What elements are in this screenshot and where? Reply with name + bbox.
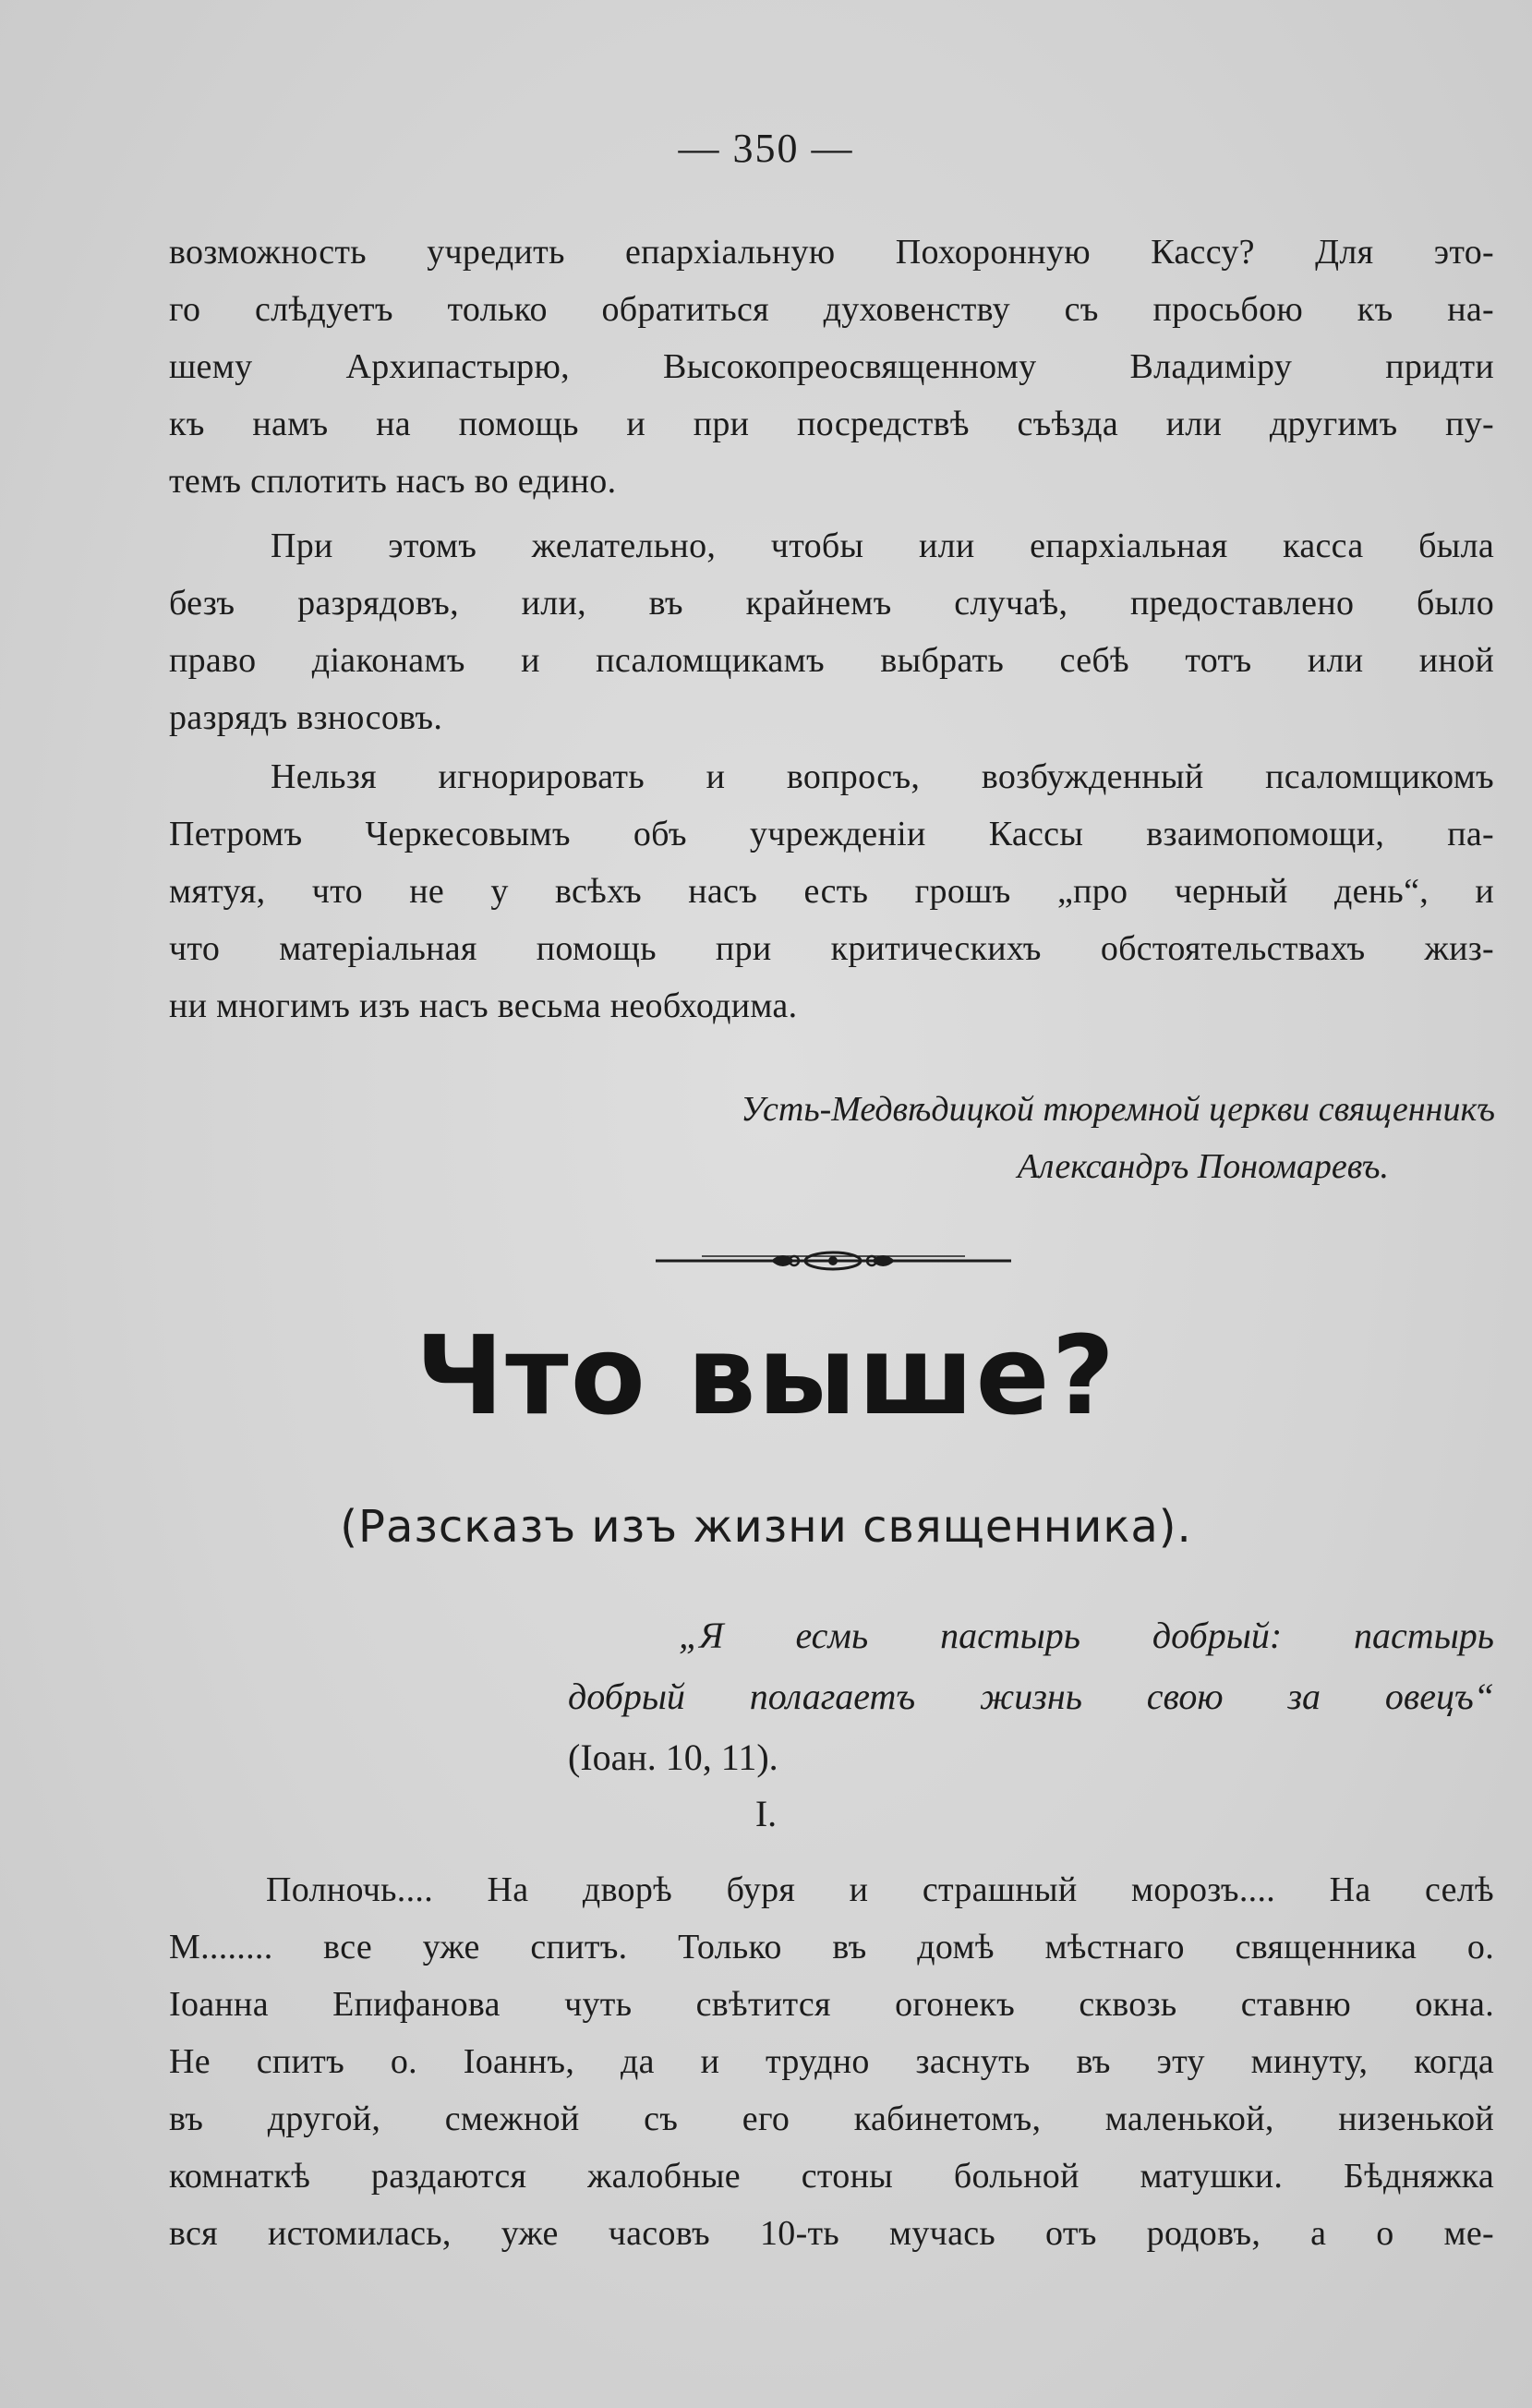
text-line: безъ разрядовъ, или, въ крайнемъ случаѣ, предоставлено было (169, 584, 1494, 623)
text-line: При этомъ желательно, чтобы или епархіальная касса была (271, 526, 1494, 565)
ornament-divider (0, 1242, 1532, 1279)
text-line: М........ все уже спитъ. Только въ домѣ мѣстнаго священника о. (169, 1928, 1494, 1966)
text-line: мятуя, что не у всѣхъ насъ есть грошъ „про черный день“, и (169, 872, 1494, 911)
paragraph-4 (169, 1861, 1494, 2262)
text-line: Не спитъ о. Іоаннъ, да и трудно заснуть въ эту минуту, когда (169, 2042, 1494, 2081)
text-line: право діаконамъ и псаломщикамъ выбрать себѣ тотъ или иной (169, 641, 1494, 680)
text-line: шему Архипастырю, Высокопреосвященному Владиміру придти (169, 347, 1494, 386)
text-line: что матеріальная помощь при критическихъ обстоятельствахъ жиз- (169, 929, 1494, 968)
epigraph-line: „Я есмь пастырь добрый: пастырь (679, 1615, 1494, 1656)
text-line: вся истомилась, уже часовъ 10-ть мучась отъ родовъ, а о ме- (169, 2214, 1494, 2253)
epigraph (568, 1605, 1494, 1788)
text-line: въ другой, смежной съ его кабинетомъ, маленькой, низенькой (169, 2099, 1494, 2138)
text-line: возможность учредить епархіальную Похоронную Кассу? Для это- (169, 233, 1494, 272)
paragraph-3 (169, 748, 1494, 1035)
paragraph-1 (169, 224, 1494, 510)
paragraph-2 (169, 517, 1494, 746)
story-title: Что выше? (415, 1312, 1117, 1439)
epigraph-line: добрый полагаетъ жизнь свою за овецъ“ (568, 1676, 1494, 1717)
text-line: го слѣдуетъ только обратиться духовенству съ просьбою къ на- (169, 290, 1494, 329)
story-subtitle: (Разсказъ изъ жизни священника). (340, 1501, 1192, 1553)
text-line: Нельзя игнорировать и вопросъ, возбужденный псаломщикомъ (271, 757, 1494, 796)
signature-line-2: Александръ Пономаревъ. (1017, 1147, 1389, 1186)
text-line: Полночь.... На дворѣ буря и страшный морозъ.... На селѣ (266, 1870, 1494, 1909)
chapter-number: I. (754, 1793, 778, 1834)
text-line: ни многимъ изъ насъ весьма необходима. (169, 986, 798, 1025)
text-line: Петромъ Черкесовымъ объ учрежденіи Кассы взаимопомощи, па- (169, 815, 1494, 853)
page-number: — 350 — (678, 126, 854, 171)
signature-line-1: Усть-Медвѣдицкой тюремной церкви священникъ (741, 1090, 1495, 1129)
text-line: къ намъ на помощь и при посредствѣ съѣзда или другимъ пу- (169, 405, 1494, 443)
epigraph-reference: (Іоан. 10, 11). (568, 1736, 778, 1778)
text-line: Іоанна Епифанова чуть свѣтится огонекъ сквозь ставню окна. (169, 1985, 1494, 2024)
text-line: разрядъ взносовъ. (169, 698, 443, 737)
text-line: комнаткѣ раздаются жалобные стоны больной матушки. Бѣдняжка (169, 2157, 1494, 2196)
text-line: темъ сплотить насъ во едино. (169, 462, 617, 501)
